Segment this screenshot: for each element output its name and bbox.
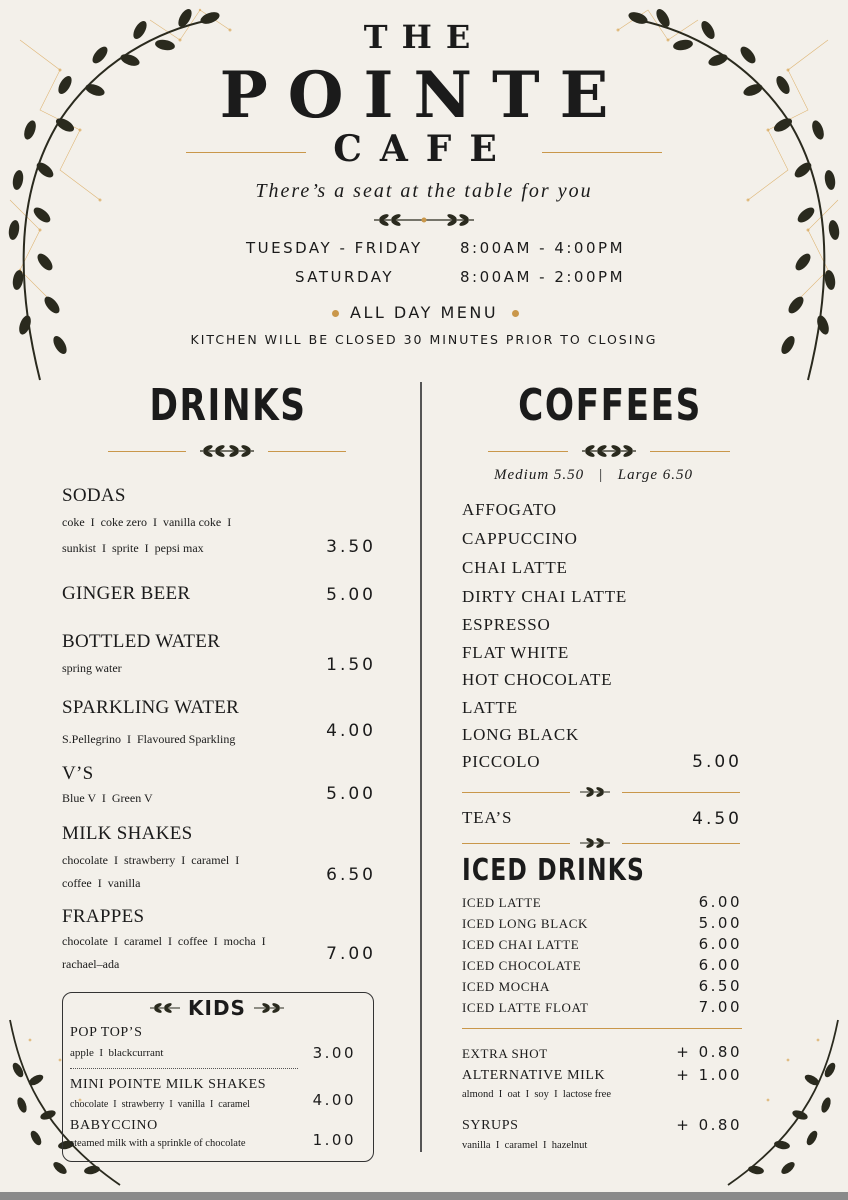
kids-item-desc: chocolate I strawberry I vanilla I caramel [70, 1099, 250, 1110]
kids-title: KIDS [188, 996, 246, 1020]
coffee-item: FLAT WHITE [462, 643, 570, 662]
extra-desc: almond I oat I soy I lactose free [462, 1089, 611, 1100]
iced-item-name: ICED LATTE FLOAT [462, 1000, 589, 1015]
coffee-item: DIRTY CHAI LATTE [462, 587, 628, 606]
iced-item-name: ICED MOCHA [462, 979, 550, 994]
iced-item-price: 6.00 [698, 893, 742, 911]
kids-item-price: 3.00 [312, 1044, 356, 1062]
drink-price: 1.50 [326, 655, 376, 675]
drinks-rule-right [268, 451, 346, 452]
extras-rule [462, 1028, 742, 1029]
coffee-item: HOT CHOCOLATE [462, 670, 613, 689]
gold-dot-icon [332, 310, 339, 317]
coffee-item: PICCOLO [462, 752, 541, 771]
drink-price: 7.00 [326, 944, 376, 964]
teas-price: 4.50 [692, 809, 742, 829]
title-the: THE [363, 18, 485, 56]
laurel-divider-icon [372, 213, 476, 227]
bottom-strip [0, 1192, 848, 1200]
laurel-divider-icon [578, 786, 612, 798]
gold-dot-icon [512, 310, 519, 317]
leaf-branch-icon [718, 1010, 848, 1190]
coffee-item: CHAI LATTE [462, 558, 568, 577]
drink-price: 6.50 [326, 865, 376, 885]
title-rule-right [542, 152, 662, 153]
iced-title: ICED DRINKS [462, 853, 646, 888]
iced-item-name: ICED LATTE [462, 895, 542, 910]
drink-desc: chocolate I strawberry I caramel I [62, 853, 240, 867]
extra-price: + 0.80 [676, 1116, 742, 1134]
drink-name: SODAS [62, 485, 126, 506]
kids-item-price: 1.00 [312, 1131, 356, 1149]
drink-price: 3.50 [326, 537, 376, 557]
drink-desc: coke I coke zero I vanilla coke I [62, 515, 232, 529]
iced-item-name: ICED CHOCOLATE [462, 958, 582, 973]
drink-desc: chocolate I caramel I coffee I mocha I [62, 934, 266, 948]
drink-price: 5.00 [326, 585, 376, 605]
extra-name: ALTERNATIVE MILK [462, 1068, 606, 1083]
iced-rule-right [622, 843, 740, 844]
kids-item-name: MINI POINTE MILK SHAKES [70, 1077, 267, 1092]
teas-name: TEA’S [462, 808, 513, 827]
drink-name: BOTTLED WATER [62, 631, 221, 652]
drink-name: SPARKLING WATER [62, 697, 240, 718]
laurel-divider-icon [148, 1002, 182, 1014]
teas-rule-right [622, 792, 740, 793]
laurel-divider-icon [580, 444, 638, 458]
title-pointe: POINTE [219, 58, 629, 133]
coffee-item: AFFOGATO [462, 500, 557, 519]
drink-desc: sunkist I sprite I pepsi max [62, 541, 204, 555]
all-day-menu: ALL DAY MENU [350, 303, 499, 322]
hours-days-2: SATURDAY [295, 268, 395, 286]
iced-item-price: 6.50 [698, 977, 742, 995]
tagline: There’s a seat at the table for you [255, 180, 593, 202]
coffee-item: LATTE [462, 698, 518, 717]
coffees-title: COFFEES [518, 380, 702, 431]
iced-rule-left [462, 843, 570, 844]
kids-item-price: 4.00 [312, 1091, 356, 1109]
drink-desc: spring water [62, 661, 122, 675]
coffees-rule-left [488, 451, 568, 452]
hours-time-1: 8:00AM - 4:00PM [460, 239, 626, 257]
title-cafe: CAFE [333, 128, 515, 170]
drink-name: MILK SHAKES [62, 823, 193, 844]
drink-desc: S.Pellegrino I Flavoured Sparkling [62, 732, 236, 746]
iced-item-name: ICED CHAI LATTE [462, 937, 580, 952]
laurel-divider-icon [198, 444, 256, 458]
kids-item-name: BABYCCINO [70, 1118, 158, 1133]
iced-item-price: 7.00 [698, 998, 742, 1016]
drink-name: FRAPPES [62, 906, 145, 927]
coffee-sizes: Medium 5.50 | Large 6.50 [494, 467, 694, 483]
extra-desc: vanilla I caramel I hazelnut [462, 1140, 588, 1151]
teas-rule-left [462, 792, 570, 793]
extra-name: SYRUPS [462, 1118, 519, 1133]
laurel-divider-icon [578, 837, 612, 849]
piccolo-price: 5.00 [692, 752, 742, 772]
drink-name: GINGER BEER [62, 583, 191, 604]
iced-item-name: ICED LONG BLACK [462, 916, 588, 931]
extra-name: EXTRA SHOT [462, 1046, 548, 1061]
coffee-item: ESPRESSO [462, 615, 551, 634]
kids-item-desc: steamed milk with a sprinkle of chocolate [70, 1138, 246, 1149]
coffee-item: LONG BLACK [462, 725, 580, 744]
column-divider [420, 382, 422, 1152]
drinks-rule-left [108, 451, 186, 452]
drink-price: 4.00 [326, 721, 376, 741]
hours-time-2: 8:00AM - 2:00PM [460, 268, 626, 286]
iced-item-price: 5.00 [698, 914, 742, 932]
kitchen-note: KITCHEN WILL BE CLOSED 30 MINUTES PRIOR TO CLOSING [190, 332, 658, 347]
drinks-title: DRINKS [149, 380, 307, 431]
extra-price: + 0.80 [676, 1043, 742, 1061]
drink-desc: Blue V I Green V [62, 791, 153, 805]
kids-item-desc: apple I blackcurrant [70, 1047, 164, 1059]
drink-name: V’S [62, 763, 94, 784]
iced-item-price: 6.00 [698, 935, 742, 953]
drink-desc: rachael–ada [62, 957, 120, 971]
drink-price: 5.00 [326, 784, 376, 804]
kids-item-name: POP TOP’S [70, 1025, 143, 1040]
iced-item-price: 6.00 [698, 956, 742, 974]
drink-desc: coffee I vanilla [62, 876, 141, 890]
extra-price: + 1.00 [676, 1066, 742, 1084]
coffees-rule-right [650, 451, 730, 452]
laurel-divider-icon [252, 1002, 286, 1014]
coffee-item: CAPPUCCINO [462, 529, 578, 548]
hours-days-1: TUESDAY - FRIDAY [246, 239, 423, 257]
kids-dotted-separator [70, 1068, 298, 1069]
